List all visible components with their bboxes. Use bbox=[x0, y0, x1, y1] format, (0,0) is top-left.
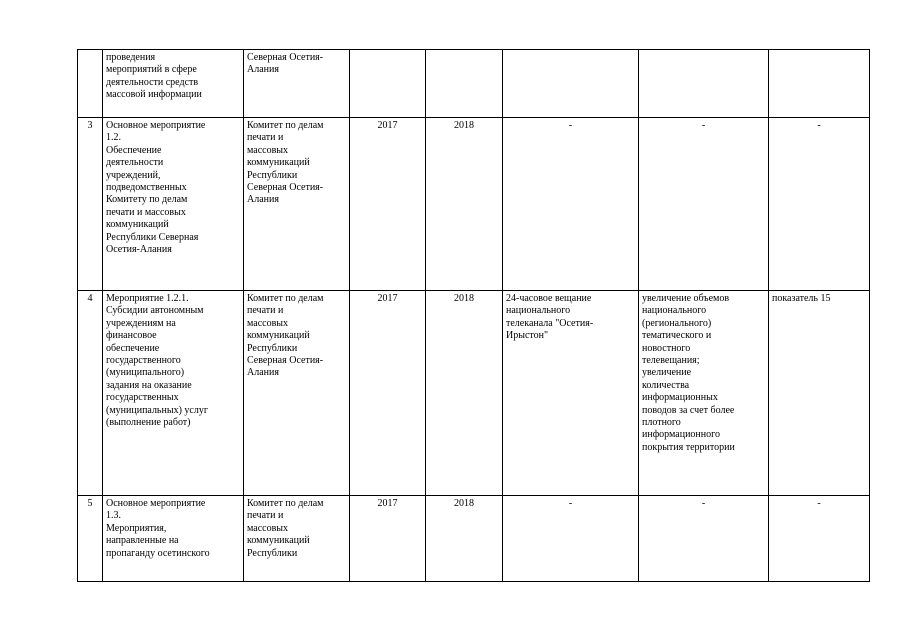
consequences bbox=[639, 50, 769, 118]
row-number: 3 bbox=[78, 118, 103, 291]
indicator: - bbox=[769, 496, 870, 582]
consequences: увеличение объемов национального (регионального) тематического и новостного телевещания; увеличение количества информационных поводов за счет более плотного информационного покрытия территории bbox=[639, 291, 769, 496]
start-year: 2017 bbox=[350, 291, 426, 496]
consequences: - bbox=[639, 496, 769, 582]
table-row bbox=[78, 118, 870, 291]
expected-result: - bbox=[503, 496, 639, 582]
start-year bbox=[350, 50, 426, 118]
indicator: - bbox=[769, 118, 870, 291]
measure-name: Основное мероприятие 1.2. Обеспечение деятельности учреждений, подведомственных Комитету по делам печати и массовых коммуникаций Республики Северная Осетия-Алания bbox=[103, 118, 244, 291]
measure-name: Основное мероприятие 1.3. Мероприятия, направленные на пропаганду осетинского bbox=[103, 496, 244, 582]
row-number: 4 bbox=[78, 291, 103, 496]
executor: Комитет по делам печати и массовых коммуникаций Республики Северная Осетия- Алания bbox=[244, 118, 350, 291]
end-year bbox=[426, 50, 503, 118]
row-number: 5 bbox=[78, 496, 103, 582]
indicator bbox=[769, 50, 870, 118]
executor: Комитет по делам печати и массовых коммуникаций Республики bbox=[244, 496, 350, 582]
table-row bbox=[78, 496, 870, 582]
expected-result: - bbox=[503, 118, 639, 291]
expected-result: 24-часовое вещание национального телеканала "Осетия- Ирыстон" bbox=[503, 291, 639, 496]
table-row bbox=[78, 291, 870, 496]
start-year: 2017 bbox=[350, 118, 426, 291]
start-year: 2017 bbox=[350, 496, 426, 582]
executor: Северная Осетия- Алания bbox=[244, 50, 350, 118]
end-year: 2018 bbox=[426, 291, 503, 496]
program-measures-table bbox=[77, 49, 870, 582]
row-number bbox=[78, 50, 103, 118]
measure-name: проведения мероприятий в сфере деятельности средств массовой информации bbox=[103, 50, 244, 118]
measure-name: Мероприятие 1.2.1. Субсидии автономным учреждениям на финансовое обеспечение государственного (муниципального) задания на оказание государственных (муниципальных) услуг (выполнение работ) bbox=[103, 291, 244, 496]
expected-result bbox=[503, 50, 639, 118]
table-row bbox=[78, 50, 870, 118]
end-year: 2018 bbox=[426, 118, 503, 291]
consequences: - bbox=[639, 118, 769, 291]
executor: Комитет по делам печати и массовых коммуникаций Республики Северная Осетия- Алания bbox=[244, 291, 350, 496]
end-year: 2018 bbox=[426, 496, 503, 582]
indicator: показатель 15 bbox=[769, 291, 870, 496]
